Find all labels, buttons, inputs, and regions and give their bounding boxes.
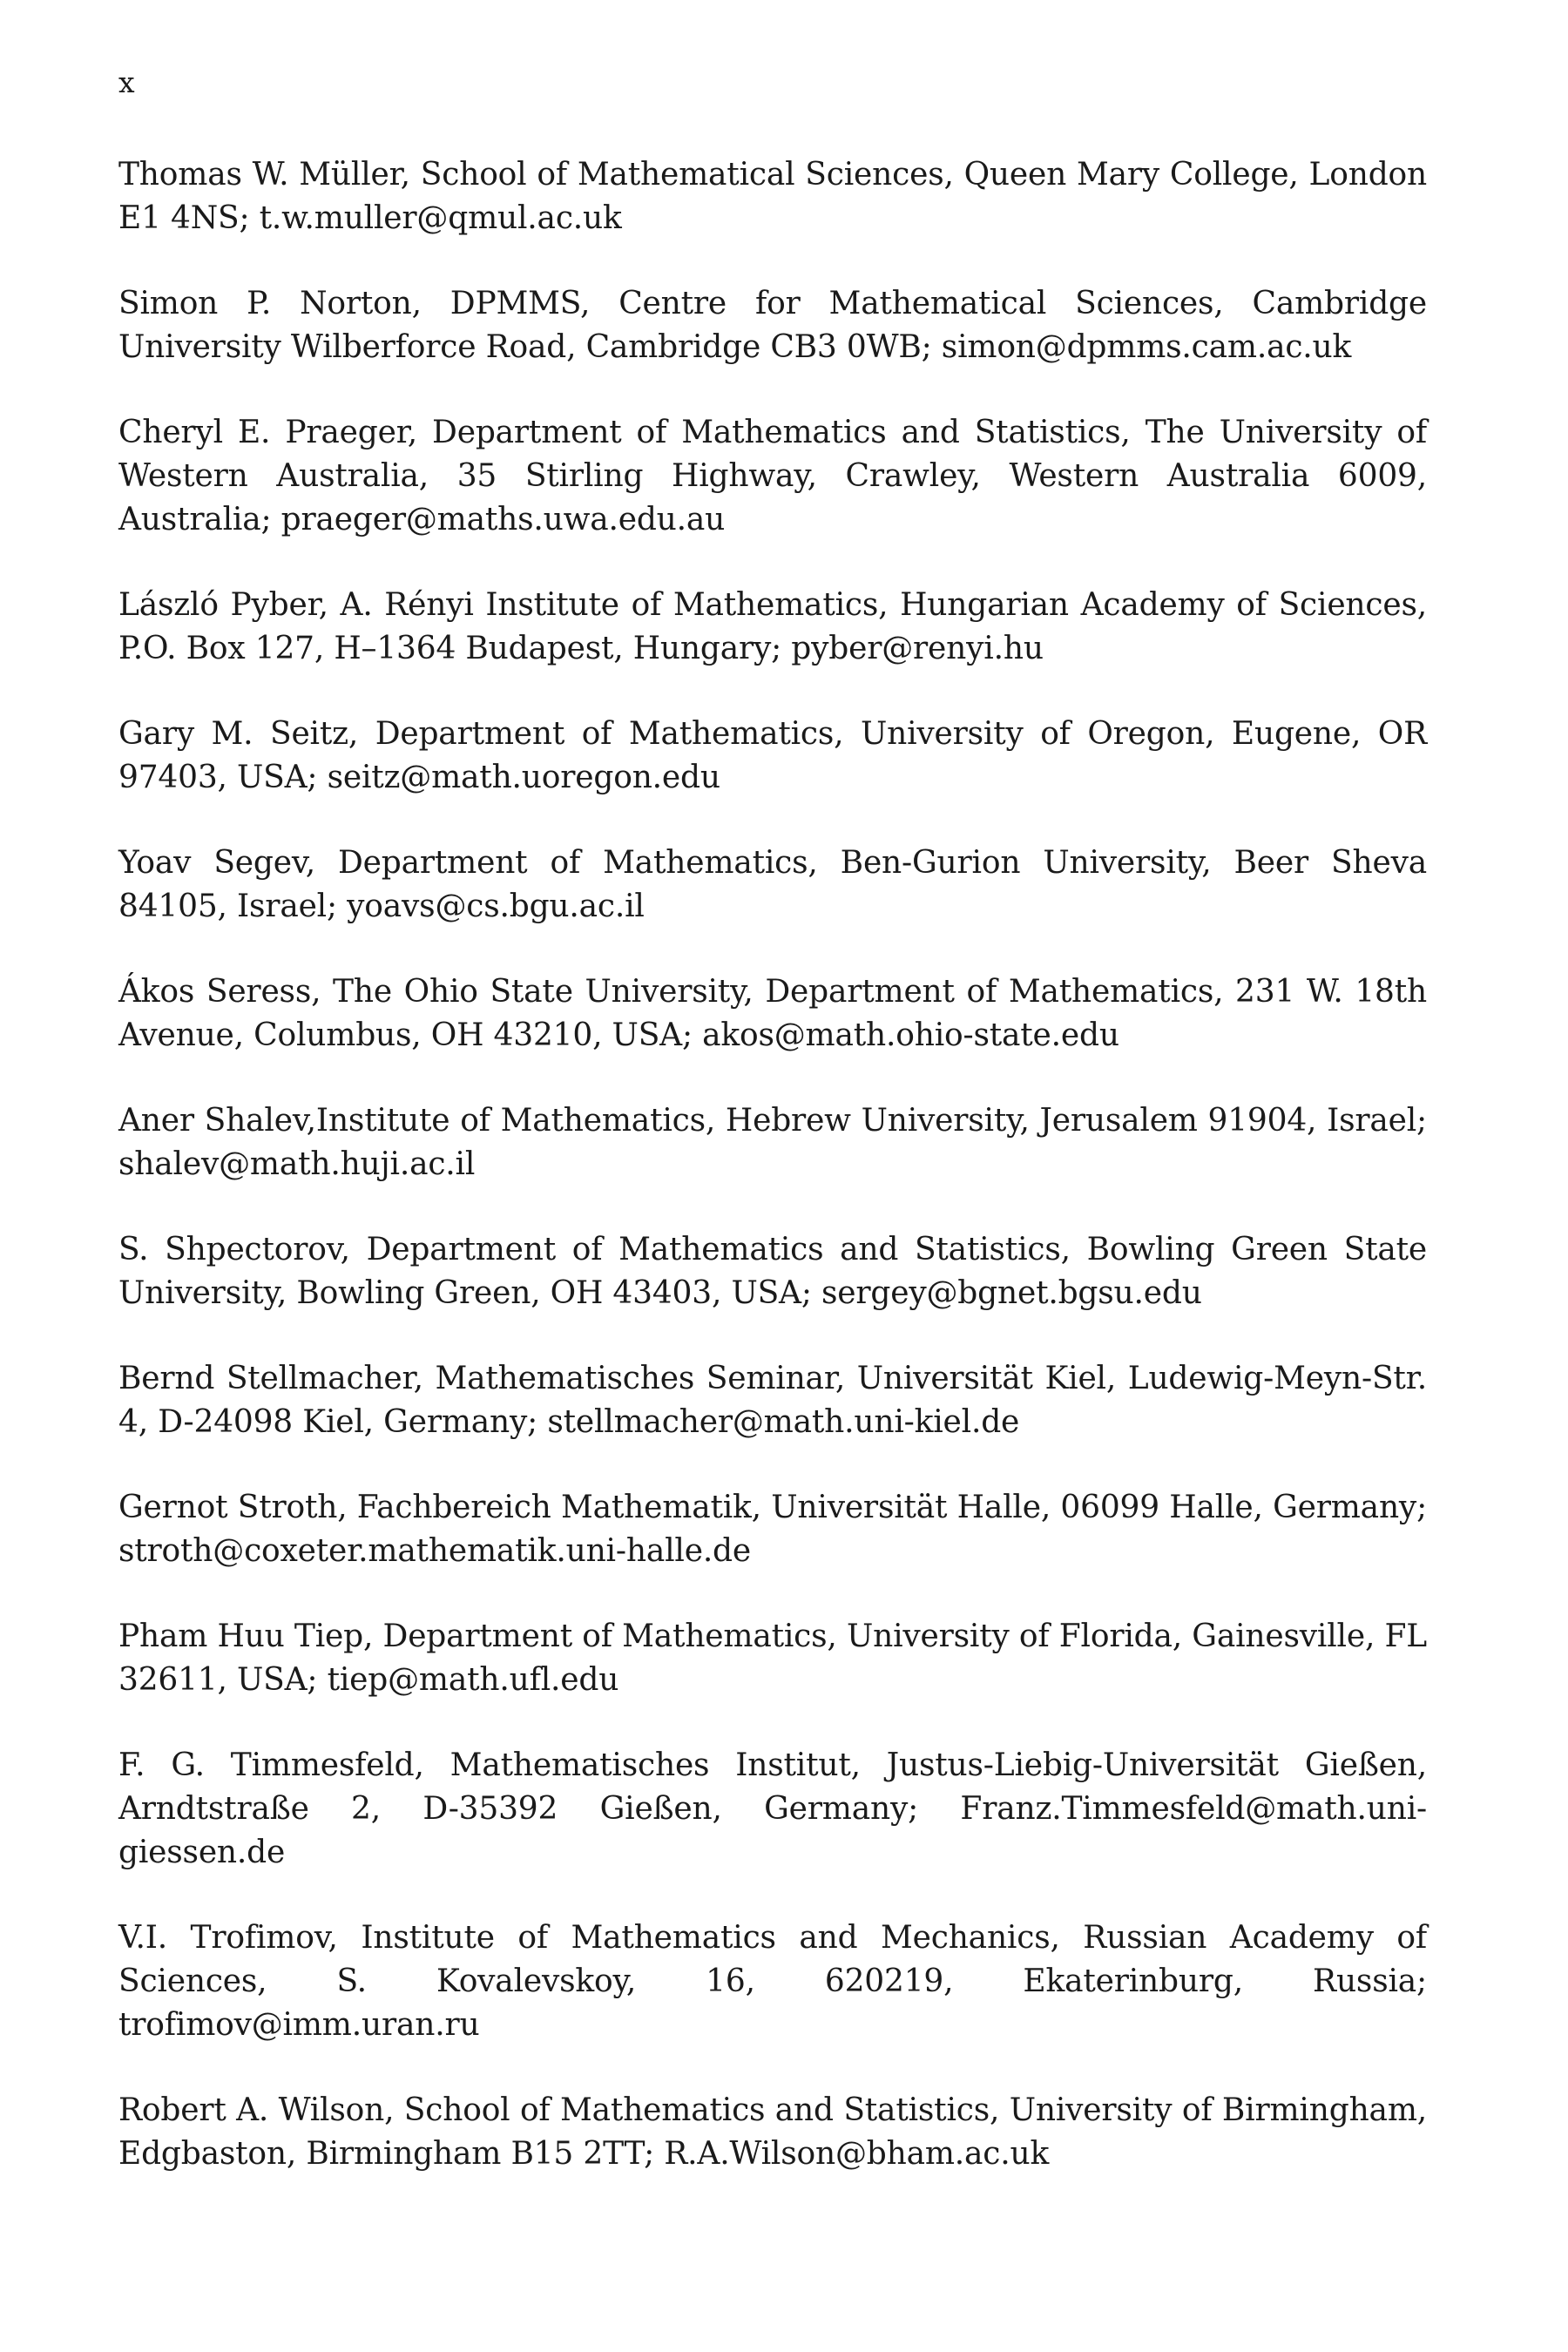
contributor-entry-stellmacher: Bernd Stellmacher, Mathematisches Seminar, Universität Kiel, Ludewig-Meyn-Str. 4, D-24098 Kiel, Germany; stellmacher@math.uni-kiel.de [118,1361,1427,1440]
contributor-entry-shalev: Aner Shalev,Institute of Mathematics, Hebrew University, Jerusalem 91904, Israel; shalev@math.huji.ac.il [118,1103,1427,1182]
contributor-entry-wilson: Robert A. Wilson, School of Mathematics and Statistics, University of Birmingham, Edgbaston, Birmingham B15 2TT; R.A.Wilson@bham.ac.uk [118,2092,1427,2172]
contributor-entry-seitz: Gary M. Seitz, Department of Mathematics, University of Oregon, Eugene, OR 97403, USA; seitz@math.uoregon.edu [118,716,1427,795]
page-number: x [118,65,135,99]
contributor-entry-timmesfeld: F. G. Timmesfeld, Mathematisches Institut, Justus-Liebig-Universität Gießen, Arndtstraße 2, D-35392 Gießen, Germany; Franz.Timmesfeld@math.uni-giessen.de [118,1747,1427,1870]
contributor-entry-tiep: Pham Huu Tiep, Department of Mathematics, University of Florida, Gainesville, FL 32611, USA; tiep@math.ufl.edu [118,1619,1427,1698]
contributor-entry-norton: Simon P. Norton, DPMMS, Centre for Mathematical Sciences, Cambridge University Wilberforce Road, Cambridge CB3 0WB; simon@dpmms.cam.ac.uk [118,286,1427,365]
contributor-list [118,153,1427,2218]
contributor-entry-mueller: Thomas W. Müller, School of Mathematical Sciences, Queen Mary College, London E1 4NS; t.w.muller@qmul.ac.uk [118,157,1427,236]
contributor-entry-trofimov: V.I. Trofimov, Institute of Mathematics and Mechanics, Russian Academy of Sciences, S. Kovalevskoy, 16, 620219, Ekaterinburg, Russia; trofimov@imm.uran.ru [118,1920,1427,2043]
contributor-entry-shpectorov: S. Shpectorov, Department of Mathematics and Statistics, Bowling Green State University, Bowling Green, OH 43403, USA; sergey@bgnet.bgsu.edu [118,1232,1427,1311]
contributor-entry-praeger: Cheryl E. Praeger, Department of Mathematics and Statistics, The University of Western Australia, 35 Stirling Highway, Crawley, Western Australia 6009, Australia; praeger@maths.uwa.edu.au [118,415,1427,537]
contributor-entry-segev: Yoav Segev, Department of Mathematics, Ben-Gurion University, Beer Sheva 84105, Israel; yoavs@cs.bgu.ac.il [118,845,1427,924]
contributor-entry-pyber: László Pyber, A. Rényi Institute of Mathematics, Hungarian Academy of Sciences, P.O. Box 127, H–1364 Budapest, Hungary; pyber@renyi.hu [118,587,1427,666]
contributor-entry-seress: Ákos Seress, The Ohio State University, Department of Mathematics, 231 W. 18th Avenue, Columbus, OH 43210, USA; akos@math.ohio-state.edu [118,974,1427,1053]
contributor-entry-stroth: Gernot Stroth, Fachbereich Mathematik, Universität Halle, 06099 Halle, Germany; stroth@coxeter.mathematik.uni-halle.de [118,1490,1427,1569]
